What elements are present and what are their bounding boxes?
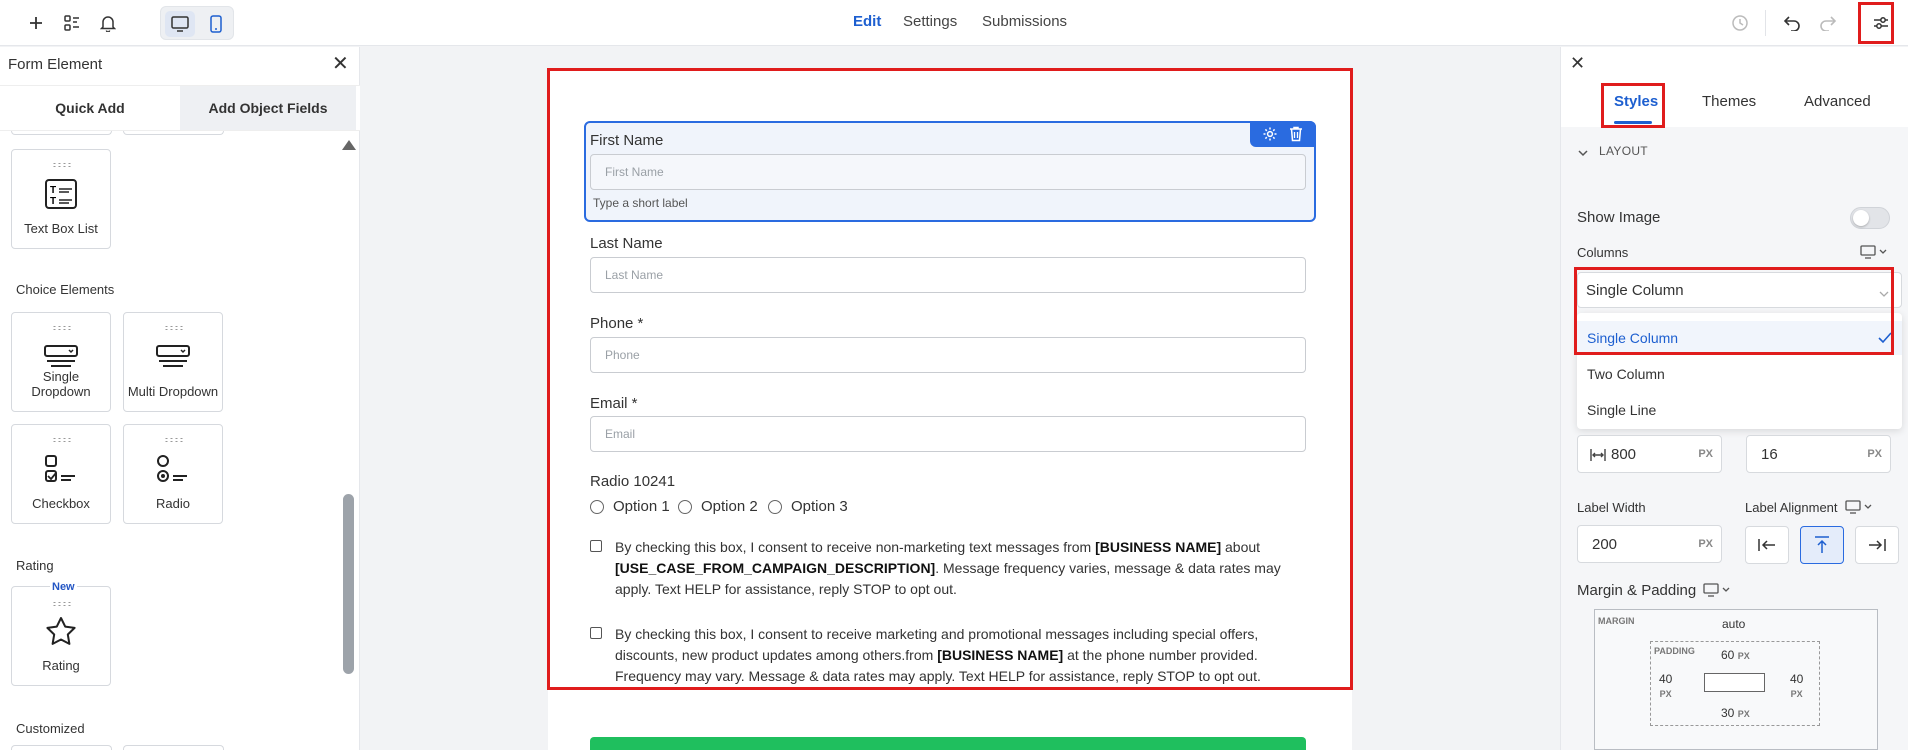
label-alignment-label: Label Alignment [1745,500,1838,515]
tile-label: Radio [156,496,190,511]
padding-bottom[interactable]: 30 PX [1721,706,1750,720]
consent-checkbox[interactable] [590,540,602,552]
close-icon[interactable]: ✕ [1570,53,1586,73]
radio-button[interactable] [768,500,782,514]
star-icon [12,611,110,651]
consent-text: By checking this box, I consent to receive marketing and promotional messages including special offers, discounts, new product updates among others.from [BUSINESS NAME] at the phone number provided. Frequency may vary. Message & data rates may apply. Text HELP for assistance, reply STOP to opt out. [615,626,1261,684]
align-top-icon [1814,536,1830,554]
scroll-up-arrow[interactable] [342,140,356,150]
device-icon[interactable] [1703,583,1731,602]
chevron-down-icon [1577,145,1589,163]
content-box [1704,673,1765,692]
bell-icon[interactable] [95,10,121,36]
columns-option-two-column[interactable] [1577,357,1902,391]
submit-button[interactable] [590,737,1306,750]
tile-radio[interactable] [123,424,223,524]
option-label: Two Column [1587,366,1665,382]
option-label: Single Column [1587,330,1679,346]
desktop-view-button[interactable] [165,11,195,37]
device-icon[interactable] [1860,245,1888,264]
tab-edit[interactable]: Edit [853,13,882,30]
section-rating: Rating [16,558,54,573]
columns-option-single-column[interactable] [1577,321,1902,355]
tab-styles[interactable]: Styles [1614,93,1659,110]
first-name-input[interactable]: First Name [590,154,1306,190]
radio-option-label: Option 2 [701,498,758,515]
form-width-input[interactable] [1577,435,1722,473]
unit-label: PX [1698,538,1713,550]
align-left-icon [1758,538,1776,552]
columns-dropdown-menu [1577,313,1902,429]
scrollbar-thumb[interactable] [343,494,354,674]
tile-rating[interactable] [11,581,111,686]
padding-box [1650,641,1820,726]
phone-label: Phone * [590,315,644,332]
drag-handle-icon [52,325,72,331]
device-icon[interactable] [1845,500,1873,519]
width-icon [1590,448,1606,466]
mobile-view-button[interactable] [201,11,231,37]
margin-top-value[interactable]: auto [1722,617,1746,631]
layers-icon[interactable] [59,10,85,36]
tile-text-box-list[interactable] [11,149,111,249]
align-top-button[interactable] [1800,526,1844,564]
padding-top[interactable]: 60 PX [1721,648,1750,662]
columns-select-value: Single Column [1586,281,1684,299]
top-bar [0,0,1908,46]
add-icon[interactable] [23,10,49,36]
drag-handle-icon [52,162,72,168]
padding-tag: PADDING [1654,646,1695,656]
chevron-down-icon [1879,285,1889,302]
consent-non-marketing [590,537,1306,600]
consent-text: By checking this box, I consent to receive non-marketing text messages from [BUSINESS NAME] about [USE_CASE_FROM_CAMPAIGN_DESCRIPTION]. Message frequency varies, message & data rates may apply. Text HELP for assistance, reply STOP to opt out. [615,539,1281,597]
check-icon [1878,331,1892,347]
tab-advanced[interactable]: Advanced [1804,93,1871,110]
radio-button[interactable] [678,500,692,514]
align-left-button[interactable] [1745,526,1789,564]
tile-single-dropdown[interactable] [11,312,111,412]
columns-select[interactable] [1577,272,1902,308]
show-image-label: Show Image [1577,209,1661,226]
radio-option-3[interactable] [768,498,848,515]
columns-option-single-line[interactable] [1577,393,1902,427]
elements-list [0,131,360,750]
drag-handle-icon [52,437,72,443]
divider [1765,10,1766,36]
last-name-input[interactable]: Last Name [590,257,1306,293]
drag-handle-icon [164,437,184,443]
consent-marketing [590,624,1306,687]
toggle-knob [1853,210,1869,226]
text-box-list-icon [12,174,110,214]
gear-icon[interactable] [1262,126,1278,147]
label-width-label: Label Width [1577,500,1646,515]
active-tab-indicator [1614,121,1652,124]
radio-button[interactable] [590,500,604,514]
drag-handle-icon [164,325,184,331]
radio-option-2[interactable] [678,498,758,515]
margin-padding-label: Margin & Padding [1577,582,1697,599]
first-name-hint: Type a short label [593,196,688,210]
label-width-input[interactable] [1577,525,1722,563]
tile-label: Rating [42,658,80,673]
tile-label: Multi Dropdown [127,384,219,399]
consent-checkbox[interactable] [590,627,602,639]
columns-label: Columns [1577,245,1629,260]
styles-panel-header [1561,47,1908,127]
tile-label: Single Dropdown [31,369,91,399]
layout-section-title: LAYOUT [1599,144,1648,158]
radio-option-label: Option 3 [791,498,848,515]
panel-tabs [0,85,360,131]
tab-quick-add[interactable]: Quick Add [55,100,125,116]
checkbox-icon [12,449,110,489]
tile-partial [123,745,224,750]
redo-icon[interactable] [1815,10,1841,36]
tile-partial [11,745,112,750]
undo-icon[interactable] [1779,10,1805,36]
radio-icon [124,449,222,489]
tab-add-object-fields[interactable]: Add Object Fields [180,86,356,130]
spacing-input[interactable] [1746,435,1891,473]
width-value: 800 [1611,445,1637,463]
email-input[interactable]: Email [590,416,1306,452]
radio-option-label: Option 1 [613,498,670,515]
tile-partial [11,131,112,135]
panel-title: Form Element [8,56,103,73]
phone-input[interactable]: Phone [590,337,1306,373]
history-icon[interactable] [1727,10,1753,36]
spacing-value: 16 [1761,445,1778,463]
section-choice-elements: Choice Elements [16,282,115,297]
tab-themes[interactable]: Themes [1702,93,1757,110]
last-name-label: Last Name [590,235,663,252]
radio-option-1[interactable] [590,498,670,515]
unit-label: PX [1698,448,1713,460]
label-width-value: 200 [1592,535,1618,553]
new-badge: New [52,581,75,593]
option-label: Single Line [1587,402,1657,418]
trash-icon[interactable] [1289,126,1303,147]
tile-partial [123,131,224,135]
multi-dropdown-icon [124,337,222,377]
layout-section-header[interactable] [1561,141,1908,167]
first-name-label: First Name [590,132,664,149]
email-label: Email * [590,395,638,412]
tile-label: Checkbox [32,496,90,511]
padding-right[interactable]: 40 PX [1790,672,1804,699]
align-right-button[interactable] [1855,526,1899,564]
tile-checkbox[interactable] [11,424,111,524]
style-settings-icon[interactable] [1868,10,1894,36]
svg-text:T: T [50,185,57,196]
drag-handle-icon [52,601,72,607]
tab-submissions[interactable]: Submissions [982,13,1068,30]
align-right-icon [1868,538,1886,552]
tab-settings[interactable]: Settings [903,13,958,30]
unit-label: PX [1867,448,1882,460]
svg-text:T: T [50,196,57,207]
device-toggle [160,6,234,40]
close-icon[interactable]: ✕ [332,53,349,75]
styles-panel [1560,47,1908,750]
form-canvas [548,68,1352,750]
tile-multi-dropdown[interactable] [123,312,223,412]
radio-label: Radio 10241 [590,473,676,490]
padding-left[interactable]: 40 PX [1659,672,1673,699]
form-element-panel [0,47,360,750]
margin-tag: MARGIN [1598,616,1635,626]
field-toolbar [1250,121,1316,147]
tile-label: Text Box List [24,221,98,236]
section-customized: Customized [16,721,85,736]
show-image-toggle[interactable] [1850,207,1890,229]
